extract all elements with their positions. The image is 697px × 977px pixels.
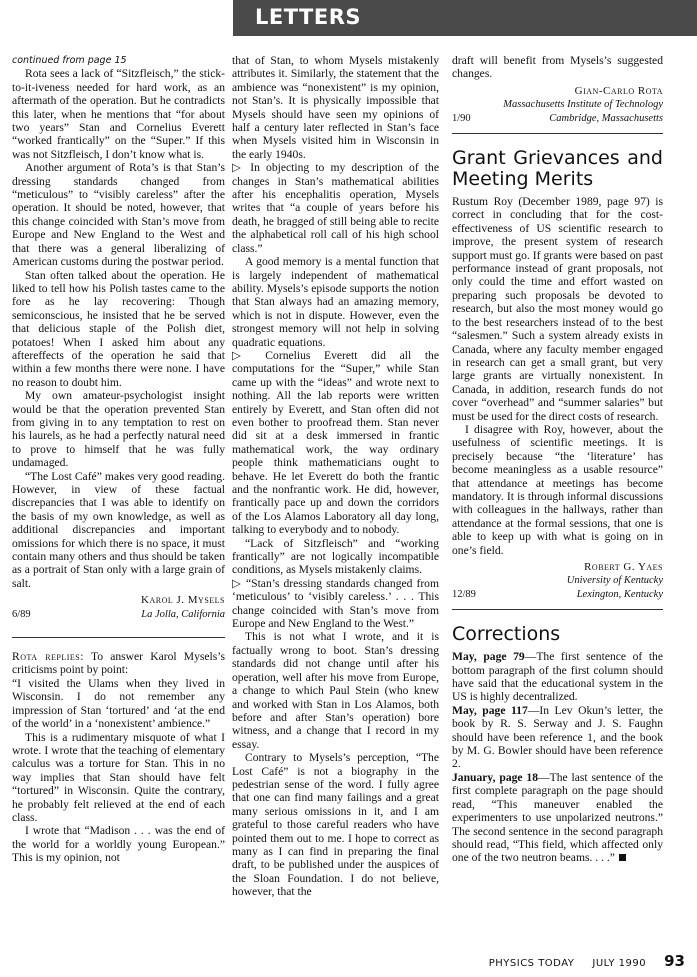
- divider: [12, 637, 225, 638]
- column-3: [452, 54, 663, 865]
- signature-date: 6/89: [12, 608, 31, 620]
- column-2: [232, 54, 439, 899]
- paragraph: Rota sees a lack of “Sitzfleisch,” the stick-to-it-iveness needed for hard work, as an aftermath of the operation. But he contradicts this later, when he mentions that “for about two years” Stan and Cornelius Everett “worked frantically” on the “Super.” If this was not Sitzfleisch, I don’t know what is.: [12, 67, 225, 161]
- signature-place: Cambridge, Massachusetts: [549, 112, 663, 124]
- section-title: LETTERS: [255, 5, 361, 29]
- correction-item: [452, 771, 663, 865]
- correction-text: —In Lev Okun’s letter, the book by R. S. Serway and J. S. Faughn should have been reference 1, and the book by M. G. Bowler should have been reference 2.: [452, 703, 664, 771]
- paragraph: that of Stan, to whom Mysels mistakenly attributes it. Similarly, the statement that the ambience was “nonexistent” is my opinion, not Stan’s. It is physically impossible that Mysels should have seen my opinions of half a century later reflected in Stan’s face when Mysels visited him in Wisconsin in the early 1940s.: [232, 54, 439, 161]
- reply-intro-paragraph: [12, 650, 225, 677]
- continued-note: continued from page 15: [12, 55, 127, 66]
- signature-name: Robert G. Yaes: [584, 561, 663, 573]
- paragraph: Contrary to Mysels’s perception, “The Lost Café” is not a biography in the pedestrian sense of the word. I fully agree that one can find many failings and a great many serious omissions in it, and I am grateful to those careful readers who have pointed them out to me. I hope to correct as many as I can find in preparing the final draft, to be published under the auspices of the Sloan Foundation. I do not believe, however, that the: [232, 751, 439, 899]
- signature-place: La Jolla, California: [141, 608, 225, 620]
- paragraph: ▷ In objecting to my description of the changes in Stan’s mathematical abilities after his encephalitis operation, Mysels writes that “a couple of years before his death, he bragged of still being able to recite the alphabetical roll call of his high school class.”: [232, 161, 439, 255]
- signature-institution: Massachusetts Institute of Technology: [503, 99, 663, 111]
- issue-date: JULY 1990: [592, 958, 647, 969]
- paragraph: This is a rudimentary misquote of what I wrote. I wrote that the teaching of elementary calculus was a torture for Stan. This in no way implies that Stan should have felt “tortured” in Wisconsin. Quite the contrary, he probably felt relieved at the end of each class.: [12, 730, 225, 824]
- reply-intro: To answer Karol Mysels’s criticisms point by point:: [12, 650, 225, 677]
- signature-name: Karol J. Mysels: [141, 594, 225, 607]
- correction-item: [452, 704, 663, 771]
- column-1: [12, 54, 225, 865]
- paragraph: “The Lost Café” makes very good reading. However, in view of these factual discrepancies that I was able to identify on the basis of my own knowledge, as well as additional discrepancies and important omissions for which there is no space, it must contain many others and thus should be taken as a portrait of Stan only with a large grain of salt.: [12, 469, 225, 590]
- signature-line: [12, 608, 225, 621]
- paragraph: draft will benefit from Mysels’s suggested changes.: [452, 54, 663, 81]
- signature-name: Gian-Carlo Rota: [574, 84, 663, 97]
- paragraph: This is not what I wrote, and it is factually wrong to boot. Stan’s dressing standards did not change until after his operation, well after his move from Europe, a change to which Paul Stein (who knew and worked with Stan in Los Alamos, both before and after Stan’s operation) bore witness, and a change that I record in my essay.: [232, 630, 439, 751]
- signature-place: Lexington, Kentucky: [576, 588, 663, 600]
- paragraph: I wrote that “Madison . . . was the end of the world for a worldly young European.” This is my opinion, not: [12, 824, 225, 865]
- paragraph: Another argument of Rota’s is that Stan’s dressing standards changed from “meticulous” to “visibly careless” after the operation. It should be noted, however, that this change coincided with Stan’s move from Europe and New England to the West and that there was a general liberalizing of American customs during the postwar period.: [12, 161, 225, 269]
- section-heading: Grant Grievances and Meeting Merits: [452, 147, 663, 191]
- signature-institution: University of Kentucky: [566, 575, 663, 587]
- signature-line: [452, 588, 663, 601]
- correction-lead: May, page 79: [452, 650, 525, 664]
- end-mark-icon: [619, 854, 626, 861]
- paragraph: ▷ Cornelius Everett did all the computations for the “Super,” while Stan came up with the “ideas” and wrote next to nothing. All the lab reports were written entirely by Everett, and Stan often did not even bother to proofread them. Stan never did sit at a desk immersed in frantic mathematical work, the way ordinary people think mathematicians ought to behave. He let Everett do both the frantic and the nonfrantic work. He did, however, frantically pace up and down the corridors of the Los Alamos Laboratory all day long, talking to everybody and to nobody.: [232, 348, 439, 537]
- magazine-name: PHYSICS TODAY: [488, 958, 575, 969]
- signature-date: 1/90: [452, 112, 471, 124]
- paragraph: “I visited the Ulams when they lived in Wisconsin. I do not remember any impression of Stan ‘tortured’ and ‘at the end of the world’ in a ‘nonexistent’ ambience.”: [12, 676, 225, 731]
- divider: [452, 609, 663, 610]
- signature-line: [452, 112, 663, 125]
- page-footer: [489, 952, 685, 970]
- paragraph: ▷ “Stan’s dressing standards changed from ‘meticulous’ to ‘visibly careless.’ . . . This change coincided with Stan’s move from Europe and New England to the West.”: [232, 576, 439, 631]
- correction-item: [452, 650, 663, 704]
- paragraph: Rustum Roy (December 1989, page 97) is correct in concluding that for the cost-effectiveness of US scientific research to improve, the present system of research support must go. If grants were based on past performance instead of grant proposals, not only could the time and effort wasted on preparing such proposals be devoted to research, but also the most money would go to the best researchers instead of to the best “salesmen.” Such a system already exists in Canada, where any faculty member engaged in research can get a small grant, but very large grants are virtually nonexistent. In Canada, in addition, research funds do not cover “overhead” and “summer salaries” but must be used for the direct costs of research.: [452, 195, 663, 423]
- correction-lead: May, page 117: [452, 703, 528, 717]
- paragraph: “Lack of Sitzfleisch” and “working frantically” are not logically incompatible conditions, as Mysels mistakenly claims.: [232, 536, 439, 577]
- divider: [452, 133, 663, 134]
- section-banner: [233, 0, 697, 36]
- paragraph: My own amateur-psychologist insight would be that the operation prevented Stan from giving in to any temptation to rest on his laurels, as he had a perfectly natural need to prove to himself that he was fully undamaged.: [12, 389, 225, 470]
- paragraph: Stan often talked about the operation. He liked to tell how his Polish tastes came to the fore as he lay recovering: Though semiconscious, he insisted that he be served that delicious staple of the Polish diet, potatoes! When I asked him about any aftereffects of the operation he said that within a few months there were none. I have no reason to doubt him.: [12, 268, 225, 389]
- correction-text: —The first sentence of the bottom paragraph of the first column should have said that the educational system in the US is highly decentralized.: [452, 650, 664, 704]
- section-heading: Corrections: [452, 623, 561, 646]
- paragraph: I disagree with Roy, however, about the usefulness of scientific meetings. It is precisely because “the ‘literature’ has become meaningless as a usable resource” that attendance at meetings has become mandatory. It is through informal discussions with colleagues in the hallways, rather than attendance at the formal sessions, that one is able to keep up with what is going on in one’s field.: [452, 422, 663, 557]
- reply-label: Rota replies:: [12, 650, 84, 664]
- page-number: 93: [664, 952, 685, 970]
- paragraph: A good memory is a mental function that is largely independent of mathematical ability. Mysels’s episode supports the notion that Stan always had an amazing memory, which is not in dispute. However, even the strongest memory will not help in solving quadratic equations.: [232, 255, 439, 349]
- signature-date: 12/89: [452, 588, 476, 600]
- correction-lead: January, page 18: [452, 770, 539, 784]
- correction-text: —The last sentence of the first complete paragraph on the page should read, “This maneuver enabled the experimenters to use unpolarized neutrons.” The second sentence in the second paragraph should read, “This field, which affected only one of the two neutron beams. . . .”: [452, 770, 663, 865]
